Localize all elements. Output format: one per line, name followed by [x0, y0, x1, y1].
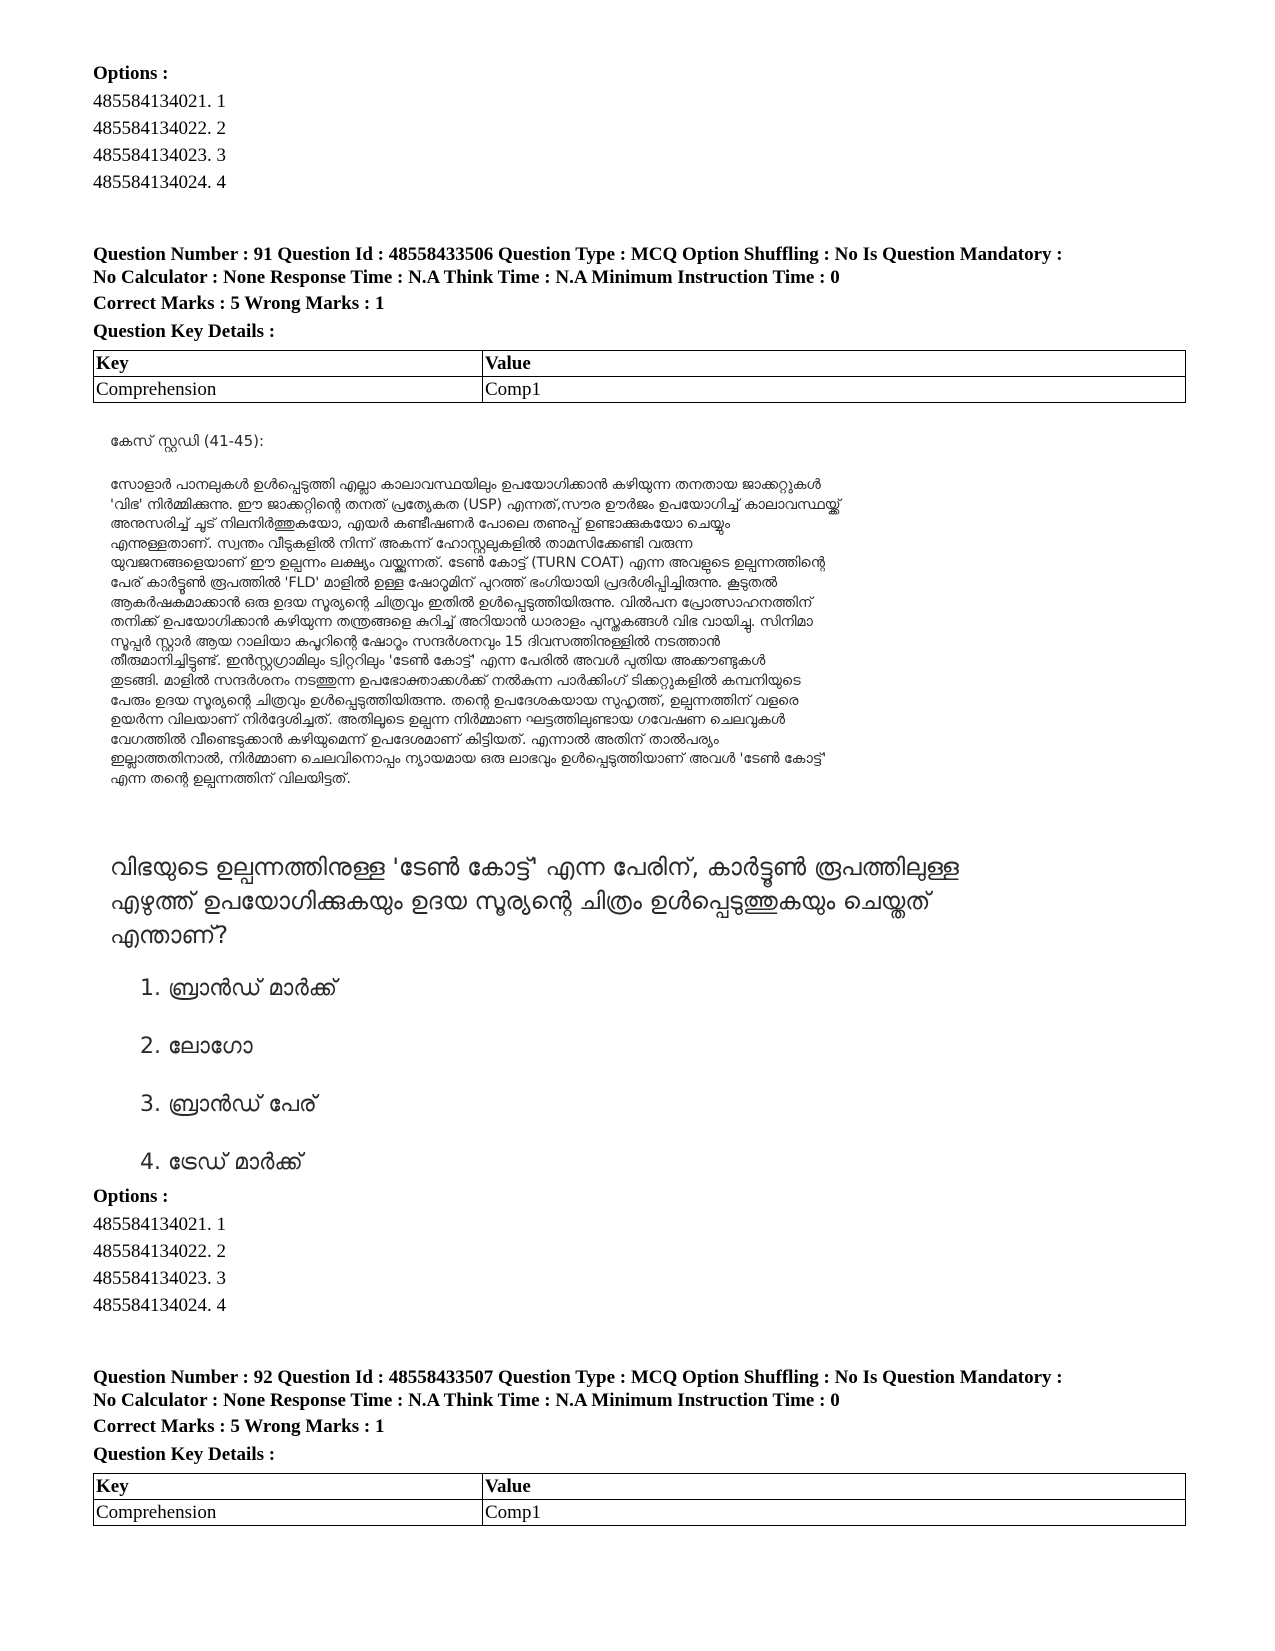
- passage-line: തനിക്ക് ഉപയോഗിക്കാൻ കഴിയുന്ന തന്ത്രങ്ങളെ കുറിച്ച് അറിയാൻ ധാരാളം പുസ്തകങ്ങൾ വിഭ വായിച്ചു. സിനിമാ: [110, 614, 813, 631]
- key-details-label: Question Key Details :: [93, 1444, 276, 1465]
- option-item: 485584134023. 3: [93, 1268, 226, 1289]
- passage-line: തുടങ്ങി. മാളിൽ സന്ദർശനം നടത്തുന്ന ഉപഭോക്താക്കൾക്ക് നൽകുന്ന പാർക്കിംഗ് ടിക്കറ്റുകളിൽ കമ്പനിയുടെ: [110, 672, 801, 689]
- options-list: [93, 1211, 226, 1319]
- passage-line: തീരുമാനിച്ചിട്ടുണ്ട്. ഇൻസ്റ്റഗ്രാമിലും ട്വിറ്ററിലും 'ടേൺ കോട്ട്' എന്ന പേരിൽ അവൾ പുതിയ അക്കൗണ്ടുകൾ: [110, 653, 766, 670]
- option-item: 485584134022. 2: [93, 118, 226, 139]
- option-item: 485584134024. 4: [93, 172, 226, 193]
- question-header-line: Question Number : 91 Question Id : 48558433506 Question Type : MCQ Option Shuffling : No Is Question Mandatory :: [93, 244, 1063, 265]
- passage-line: പേര് കാർട്ടൂൺ രൂപത്തിൽ 'FLD' മാളിൽ ഉള്ള ഷോറൂമിന് പുറത്ത് ഭംഗിയായി പ്രദർശിപ്പിച്ചിരുന്നു. കൂടുതൽ: [110, 574, 777, 591]
- passage-line: സൂപ്പർ സ്റ്റാർ ആയ റാലിയാ കപൂറിന്റെ ഷോറൂം സന്ദർശനവും 15 ദിവസത്തിനുള്ളിൽ നടത്താൻ: [110, 633, 720, 650]
- table-cell-key: Comprehension: [94, 377, 483, 403]
- question-header-line: No Calculator : None Response Time : N.A Think Time : N.A Minimum Instruction Time : 0: [93, 267, 840, 288]
- answer-choice: 2. ലോഗോ: [140, 1034, 253, 1059]
- marks-line: Correct Marks : 5 Wrong Marks : 1: [93, 293, 385, 314]
- question-header: [93, 243, 1193, 289]
- question-header: [93, 1366, 1193, 1412]
- question-line: വിഭയുടെ ഉല്പന്നത്തിനുള്ള 'ടേൺ കോട്ട്' എന്ന പേരിന്, കാർട്ടൂൺ രൂപത്തിലുള്ള: [110, 853, 959, 881]
- options-heading: Options :: [93, 1186, 169, 1207]
- answer-choice: 1. ബ്രാൻഡ് മാർക്ക്: [140, 976, 337, 1001]
- key-details-label: Question Key Details :: [93, 321, 276, 342]
- option-item: 485584134024. 4: [93, 1295, 226, 1316]
- key-details-table: [93, 350, 1186, 403]
- table-header-key: Key: [94, 351, 483, 377]
- marks-line: Correct Marks : 5 Wrong Marks : 1: [93, 1416, 385, 1437]
- table-cell-value: Comp1: [483, 1500, 1186, 1526]
- options-list: [93, 88, 226, 196]
- table-cell-value: Comp1: [483, 377, 1186, 403]
- options-heading: Options :: [93, 63, 169, 84]
- passage-line: ആകർഷകമാക്കാൻ ഒരു ഉദയ സൂര്യന്റെ ചിത്രവും ഇതിൽ ഉൾപ്പെടുത്തിയിരുന്നു. വിൽപന പ്രോത്സാഹനത്തിന്: [110, 594, 813, 611]
- question-header-line: No Calculator : None Response Time : N.A Think Time : N.A Minimum Instruction Time : 0: [93, 1390, 840, 1411]
- passage-line: 'വിഭ' നിർമ്മിക്കുന്നു. ഈ ജാക്കറ്റിന്റെ തനത് പ്രത്യേകത (USP) എന്നത്,സൗര ഊർജം ഉപയോഗിച്ച് കാലാവസ്ഥയ്ക്ക്: [110, 496, 841, 513]
- passage-line: യുവജനങ്ങളെയാണ് ഈ ഉല്പന്നം ലക്ഷ്യം വയ്ക്കുന്നത്. ടേൺ കോട്ട് (TURN COAT) എന്ന അവളുടെ ഉല്പന്നത്തിന്റെ: [110, 555, 825, 572]
- passage-line: ഇല്ലാത്തതിനാൽ, നിർമ്മാണ ചെലവിനൊപ്പം ന്യായമായ ഒരു ലാഭവും ഉൾപ്പെടുത്തിയാണ് അവൾ 'ടേൺ കോട്ട്': [110, 751, 826, 768]
- passage-line: സോളാർ പാനലുകൾ ഉൾപ്പെടുത്തി എല്ലാ കാലാവസ്ഥയിലും ഉപയോഗിക്കാൻ കഴിയുന്ന തനതായ ജാക്കറ്റുകൾ: [110, 477, 821, 493]
- passage-line: എന്ന തന്റെ ഉല്പന്നത്തിന് വിലയിട്ടത്.: [110, 770, 351, 787]
- case-study-passage: [110, 476, 1170, 790]
- passage-line: വേഗത്തിൽ വീണ്ടെടുക്കാൻ കഴിയുമെന്ന് ഉപദേശമാണ് കിട്ടിയത്. എന്നാൽ അതിന് താൽപര്യം: [110, 731, 719, 748]
- answer-choices: [140, 970, 337, 1202]
- question-line: എഴുത്ത് ഉപയോഗിക്കുകയും ഉദയ സൂര്യന്റെ ചിത്രം ഉൾപ്പെടുത്തുകയും ചെയ്തത്: [110, 887, 931, 915]
- table-header-key: Key: [94, 1474, 483, 1500]
- passage-line: എന്നുള്ളതാണ്. സ്വന്തം വീടുകളിൽ നിന്ന് അകന്ന് ഹോസ്റ്റലുകളിൽ താമസിക്കേണ്ടി വരുന്ന: [110, 535, 693, 552]
- answer-choice: 3. ബ്രാൻഡ് പേര്: [140, 1092, 317, 1117]
- question-text: [110, 850, 1180, 952]
- question-header-line: Question Number : 92 Question Id : 48558433507 Question Type : MCQ Option Shuffling : No Is Question Mandatory :: [93, 1367, 1063, 1388]
- table-header-row: [94, 351, 1186, 377]
- table-cell-key: Comprehension: [94, 1500, 483, 1526]
- question-line: എന്താണ്?: [110, 921, 229, 949]
- answer-choice: 4. ട്രേഡ് മാർക്ക്: [140, 1150, 303, 1175]
- option-item: 485584134021. 1: [93, 1214, 226, 1235]
- case-study-title: കേസ് സ്റ്റഡി (41-45):: [110, 432, 265, 450]
- table-header-value: Value: [483, 351, 1186, 377]
- table-row: [94, 1500, 1186, 1526]
- table-row: [94, 377, 1186, 403]
- table-header-row: [94, 1474, 1186, 1500]
- option-item: 485584134021. 1: [93, 91, 226, 112]
- option-item: 485584134022. 2: [93, 1241, 226, 1262]
- table-header-value: Value: [483, 1474, 1186, 1500]
- passage-line: അനുസരിച്ച് ചൂട് നിലനിർത്തുകയോ, എയർ കണ്ടീഷണർ പോലെ തണുപ്പ് ഉണ്ടാക്കുകയോ ചെയ്യും: [110, 516, 730, 533]
- passage-line: ഉയർന്ന വിലയാണ് നിർദ്ദേശിച്ചത്. അതിലൂടെ ഉല്പന്ന നിർമ്മാണ ഘട്ടത്തിലുണ്ടായ ഗവേഷണ ചെലവുകൾ: [110, 712, 785, 729]
- key-details-table: [93, 1473, 1186, 1526]
- passage-line: പേരും ഉദയ സൂര്യന്റെ ചിത്രവും ഉൾപ്പെടുത്തിയിരുന്നു. തന്റെ ഉപദേശകയായ സുഹൃത്ത്, ഉല്പന്നത്തിന് വളരെ: [110, 692, 799, 709]
- option-item: 485584134023. 3: [93, 145, 226, 166]
